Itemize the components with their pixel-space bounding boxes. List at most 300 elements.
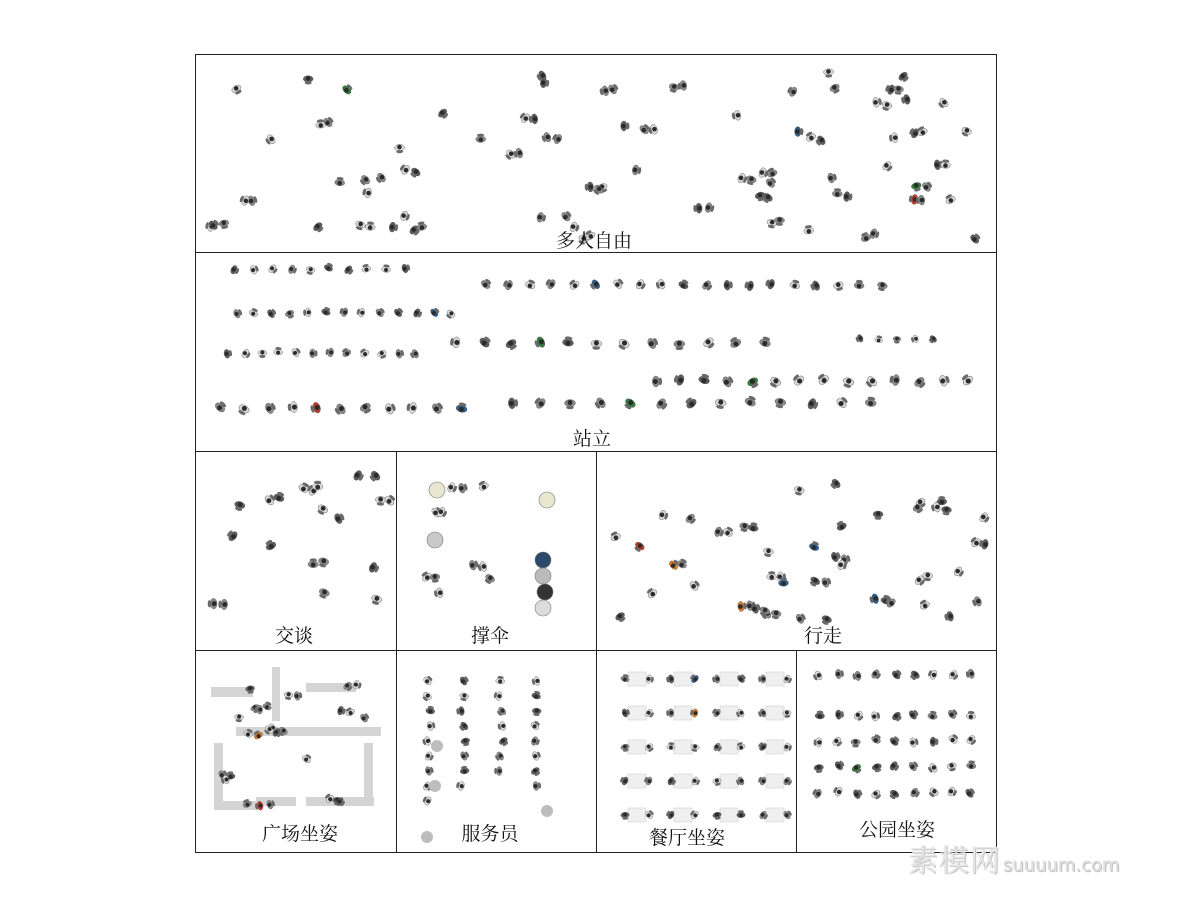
person-figure: [964, 786, 976, 799]
person-figure: [908, 760, 920, 773]
person-figure: [835, 519, 848, 532]
person-figure: [389, 222, 399, 233]
person-figure: [460, 737, 471, 747]
person-figure: [317, 557, 329, 569]
person-figure: [312, 221, 325, 234]
person-figure: [412, 308, 423, 320]
person-figure: [406, 402, 417, 414]
person-figure: [258, 350, 267, 358]
person-figure: [531, 750, 542, 761]
person-figure: [900, 94, 911, 106]
person-figure: [829, 83, 842, 96]
person-figure: [721, 374, 735, 388]
panel-label-walking: 行走: [803, 625, 843, 647]
person-figure: [456, 706, 465, 716]
person-figure: [852, 671, 862, 682]
person-figure: [530, 736, 541, 747]
umbrella-shape: [539, 492, 555, 508]
person-figure: [343, 264, 355, 276]
person-figure: [308, 558, 319, 567]
person-figure: [450, 336, 461, 348]
person-figure: [652, 376, 662, 387]
person-figure: [936, 97, 949, 110]
person-figure: [758, 675, 766, 684]
table-shape: [766, 672, 784, 686]
person-figure: [338, 306, 349, 317]
person-figure: [774, 397, 787, 409]
person-figure: [893, 336, 901, 344]
person-figure: [693, 203, 702, 214]
umbrella-shape: [427, 532, 443, 548]
panel-waiter: [396, 650, 598, 853]
person-figure: [223, 348, 232, 358]
person-figure: [927, 668, 938, 680]
panel-label-plaza-sitting: 广场坐姿: [261, 823, 339, 845]
person-figure: [381, 264, 391, 273]
person-figure: [965, 668, 975, 679]
person-figure: [530, 719, 542, 731]
person-figure: [926, 762, 938, 774]
tray-shape: [541, 805, 553, 817]
table-shape: [766, 706, 784, 720]
person-figure: [352, 469, 365, 483]
bench-shape: [272, 667, 280, 721]
person-figure: [712, 674, 721, 684]
person-figure: [248, 307, 259, 318]
person-figure: [803, 225, 814, 235]
person-figure: [831, 736, 844, 749]
person-figure: [960, 126, 973, 138]
person-figure: [674, 340, 685, 350]
person-figure: [540, 131, 552, 144]
person-figure: [495, 706, 507, 718]
table-shape: [628, 740, 646, 754]
person-figure: [584, 182, 594, 193]
panel-umbrella: [396, 451, 598, 652]
person-figure: [911, 181, 923, 192]
person-figure: [446, 482, 458, 495]
person-figure: [337, 705, 347, 716]
person-figure: [477, 479, 490, 492]
person-figure: [921, 180, 934, 193]
person-figure: [704, 202, 715, 214]
person-figure: [359, 711, 371, 723]
person-figure: [789, 279, 801, 290]
person-figure: [607, 82, 620, 95]
person-figure: [843, 191, 853, 202]
person-figure: [430, 573, 441, 583]
person-figure: [744, 394, 758, 408]
person-figure: [287, 401, 297, 412]
person-figure: [947, 786, 959, 798]
person-figure: [459, 750, 470, 762]
person-figure: [421, 795, 432, 807]
person-figure: [835, 669, 844, 679]
person-figure: [946, 762, 957, 772]
person-figure: [971, 596, 983, 609]
person-figure: [315, 503, 329, 516]
person-figure: [340, 347, 352, 359]
table-shape: [628, 672, 646, 686]
person-figure: [873, 511, 883, 520]
person-figure: [334, 176, 345, 186]
person-figure: [864, 375, 879, 390]
person-figure: [533, 336, 546, 350]
person-figure: [854, 279, 865, 289]
person-figure: [341, 82, 354, 95]
person-figure: [431, 400, 445, 415]
person-figure: [497, 721, 507, 731]
person-figure: [375, 496, 386, 506]
person-figure: [698, 373, 711, 386]
person-figure: [691, 776, 701, 787]
person-figure: [918, 598, 931, 611]
person-figure: [874, 335, 883, 344]
person-figure: [426, 721, 436, 731]
person-figure: [359, 402, 373, 416]
person-figure: [368, 470, 382, 484]
person-figure: [815, 710, 825, 719]
person-figure: [823, 69, 833, 78]
person-figure: [532, 708, 542, 717]
person-figure: [841, 377, 854, 390]
person-figure: [283, 691, 293, 700]
person-figure: [361, 187, 372, 199]
person-figure: [375, 306, 387, 318]
person-figure: [494, 751, 505, 763]
person-figure: [312, 481, 323, 490]
person-figure: [459, 675, 470, 687]
person-figure: [853, 710, 866, 722]
person-figure: [943, 611, 954, 623]
person-figure: [612, 277, 625, 290]
person-figure: [599, 85, 610, 97]
person-figure: [872, 96, 883, 107]
table-shape: [766, 808, 784, 822]
person-figure: [562, 336, 574, 347]
person-figure: [273, 490, 286, 503]
person-figure: [870, 733, 882, 745]
person-figure: [478, 334, 493, 349]
person-figure: [494, 766, 502, 775]
panel-crowd-free: [195, 54, 997, 254]
person-figure: [646, 336, 660, 350]
person-figure: [701, 279, 714, 292]
person-figure: [724, 280, 734, 291]
person-figure: [783, 742, 793, 752]
person-figure: [567, 278, 580, 291]
people-plan-sheet: [195, 54, 997, 853]
person-figure: [757, 708, 767, 718]
panel-talking: [195, 451, 398, 652]
table-shape: [766, 774, 784, 788]
person-figure: [408, 166, 421, 179]
person-figure: [421, 691, 433, 703]
person-figure: [591, 340, 602, 350]
person-figure: [944, 193, 957, 206]
person-figure: [560, 209, 573, 222]
person-figure: [358, 347, 370, 359]
person-figure: [965, 734, 978, 747]
person-figure: [666, 709, 674, 718]
person-figure: [908, 708, 920, 721]
umbrella-shape: [535, 600, 551, 616]
person-figure: [871, 711, 881, 722]
person-figure: [960, 372, 975, 386]
person-figure: [806, 397, 819, 411]
person-figure: [893, 85, 904, 95]
person-figure: [433, 587, 444, 599]
watermark: [908, 836, 1120, 880]
person-figure: [829, 478, 842, 491]
person-figure: [416, 221, 427, 232]
person-figure: [870, 789, 883, 801]
walking-figures: [597, 452, 997, 652]
person-figure: [502, 278, 514, 291]
person-figure: [551, 132, 564, 145]
person-figure: [969, 232, 982, 245]
person-figure: [814, 764, 825, 774]
person-figure: [647, 124, 659, 136]
person-figure: [377, 349, 388, 360]
person-figure: [737, 601, 747, 612]
person-figure: [333, 402, 347, 417]
umbrella-shape: [535, 552, 551, 568]
person-figure: [614, 611, 627, 624]
person-figure: [234, 714, 244, 723]
person-figure: [941, 506, 952, 516]
table-shape: [720, 672, 738, 686]
person-figure: [393, 306, 405, 318]
umbrella-shape: [429, 482, 445, 498]
person-figure: [290, 346, 302, 358]
person-figure: [401, 263, 411, 274]
person-figure: [531, 676, 541, 687]
person-figure: [795, 127, 804, 137]
panel-restaurant-sitting: [596, 650, 798, 853]
person-figure: [384, 401, 397, 415]
person-figure: [533, 395, 547, 410]
person-figure: [834, 759, 846, 772]
person-figure: [854, 334, 864, 344]
person-figure: [758, 167, 769, 179]
person-figure: [495, 676, 505, 685]
person-figure: [333, 511, 346, 524]
person-figure: [508, 397, 519, 409]
person-figure: [770, 609, 782, 620]
table-shape: [674, 672, 692, 686]
person-figure: [588, 278, 601, 291]
person-figure: [816, 372, 831, 386]
person-figure: [744, 280, 755, 292]
person-figure: [530, 766, 542, 778]
person-figure: [645, 586, 658, 599]
person-figure: [455, 780, 465, 791]
person-figure: [851, 739, 861, 747]
person-figure: [688, 579, 701, 592]
person-figure: [264, 401, 278, 415]
person-figure: [759, 335, 772, 348]
person-figure: [287, 264, 298, 275]
person-figure: [889, 760, 901, 773]
person-figure: [851, 763, 864, 775]
person-figure: [658, 509, 669, 521]
person-figure: [421, 736, 431, 747]
person-figure: [468, 559, 479, 571]
table-shape: [674, 808, 692, 822]
person-figure: [812, 670, 824, 682]
person-figure: [621, 121, 630, 131]
person-figure: [757, 775, 767, 786]
person-figure: [344, 706, 356, 717]
person-figure: [218, 599, 227, 610]
watermark-text: 素模网: [908, 844, 1001, 879]
person-figure: [835, 709, 844, 719]
person-figure: [236, 403, 250, 417]
panel-label-umbrella: 撑伞: [470, 625, 510, 647]
person-figure: [722, 525, 735, 538]
person-figure: [655, 278, 666, 290]
panel-standing: [195, 252, 997, 453]
person-figure: [765, 176, 778, 189]
person-figure: [804, 130, 817, 143]
panel-label-standing: 站立: [572, 428, 612, 450]
person-figure: [323, 261, 335, 272]
person-figure: [880, 100, 892, 112]
person-figure: [444, 309, 456, 321]
person-figure: [476, 133, 486, 142]
person-figure: [897, 71, 910, 84]
person-figure: [953, 565, 966, 578]
person-figure: [852, 788, 864, 800]
person-figure: [301, 752, 313, 764]
person-figure: [317, 587, 330, 600]
person-figure: [458, 721, 470, 733]
bench-shape: [364, 743, 373, 803]
panel-walking: [596, 451, 997, 652]
person-figure: [207, 598, 217, 609]
person-figure: [422, 674, 434, 686]
person-figure: [910, 334, 919, 343]
person-figure: [748, 521, 760, 532]
person-figure: [835, 395, 850, 410]
table-shape: [674, 740, 692, 754]
person-figure: [876, 281, 888, 292]
person-figure: [764, 278, 776, 290]
person-figure: [889, 132, 899, 143]
person-figure: [266, 307, 278, 319]
person-figure: [889, 374, 900, 386]
table-shape: [720, 774, 738, 788]
person-figure: [229, 264, 240, 276]
person-figure: [927, 334, 938, 345]
table-shape: [628, 808, 646, 822]
person-figure: [808, 575, 821, 588]
person-figure: [477, 561, 488, 573]
person-figure: [978, 511, 991, 524]
tray-shape: [421, 831, 433, 843]
person-figure: [891, 711, 904, 724]
person-figure: [504, 338, 518, 352]
person-figure: [262, 700, 273, 711]
panel-label-park-sitting: 公园坐姿: [858, 819, 936, 841]
person-figure: [480, 277, 493, 290]
person-figure: [948, 669, 961, 682]
person-figure: [459, 692, 469, 702]
person-figure: [395, 348, 405, 359]
person-figure: [871, 762, 883, 773]
person-figure: [762, 547, 774, 558]
person-figure: [966, 711, 976, 720]
person-figure: [424, 751, 435, 763]
person-figure: [394, 144, 404, 153]
standing-figures: [196, 253, 997, 453]
person-figure: [927, 786, 940, 798]
person-figure: [632, 165, 642, 176]
person-figure: [425, 705, 435, 714]
person-figure: [303, 76, 313, 85]
person-figure: [966, 760, 977, 770]
person-figure: [619, 775, 629, 786]
person-figure: [409, 349, 420, 361]
person-figure: [891, 668, 904, 681]
person-figure: [870, 668, 882, 681]
person-figure: [321, 306, 332, 317]
person-figure: [881, 160, 894, 173]
person-figure: [358, 174, 371, 187]
person-figure: [238, 194, 250, 207]
tray-shape: [429, 780, 441, 792]
person-figure: [768, 376, 782, 390]
person-figure: [909, 737, 919, 748]
person-figure: [493, 690, 503, 701]
person-figure: [225, 528, 239, 542]
person-figure: [609, 530, 622, 542]
person-figure: [859, 231, 872, 243]
person-figure: [305, 266, 316, 276]
umbrella-shape: [535, 568, 551, 584]
table-shape: [720, 808, 738, 822]
person-figure: [930, 737, 939, 747]
person-figure: [865, 396, 877, 407]
watermark-url: suuuum.com: [1003, 855, 1120, 876]
person-figure: [437, 107, 450, 120]
person-figure: [767, 571, 777, 580]
person-figure: [888, 789, 901, 801]
person-figure: [677, 278, 690, 290]
person-figure: [528, 114, 538, 125]
person-figure: [264, 538, 278, 551]
person-figure: [398, 162, 411, 175]
person-figure: [868, 593, 879, 605]
person-figure: [544, 277, 557, 290]
person-figure: [455, 401, 468, 413]
panel-park-sitting: [796, 650, 997, 853]
person-figure: [458, 482, 469, 494]
person-figure: [232, 307, 243, 319]
person-figure: [927, 710, 938, 720]
person-figure: [702, 336, 717, 350]
person-figure: [683, 395, 698, 410]
person-figure: [267, 263, 279, 275]
panel-label-waiter: 服务员: [461, 823, 519, 845]
panel-label-restaurant-sitting: 餐厅坐姿: [648, 827, 726, 849]
person-figure: [264, 133, 277, 146]
table-shape: [720, 706, 738, 720]
person-figure: [947, 732, 960, 744]
person-figure: [273, 347, 283, 356]
person-figure: [303, 308, 311, 317]
